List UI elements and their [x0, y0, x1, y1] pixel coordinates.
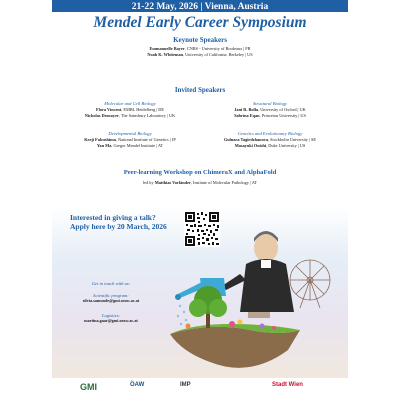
contact-scientific	[56, 293, 166, 303]
speaker-block	[60, 137, 200, 149]
speaker-name: Emmanuelle Bayer	[149, 46, 185, 51]
contact-label: Logistics:	[101, 313, 121, 318]
contact-label: Scientific program:	[93, 293, 129, 298]
floating-island-icon	[170, 324, 300, 368]
category-label: Genetics and Evolutionary Biology	[237, 131, 303, 136]
speaker-affil: , CNRS - University of Bordeaux | FR	[184, 46, 251, 51]
contact-email[interactable]: silvia.samunde@gmi.oeaw.ac.at	[82, 298, 140, 303]
led-prefix: led by	[142, 180, 155, 185]
leader-name: Matthias Vorländer	[154, 180, 191, 185]
contact-email[interactable]: martina.gaar@gmi.oeaw.ac.at	[84, 318, 138, 323]
speaker-name: Masayuki Onishi	[234, 143, 267, 148]
contact-label: Get in touch with us:	[91, 281, 131, 286]
sponsor-logos	[52, 378, 348, 400]
speaker-affil: , The Sainsbury Laboratory | UK	[118, 113, 176, 118]
keynote-speaker	[52, 46, 348, 51]
poster	[52, 0, 348, 400]
speaker-affil: , Duke University | US	[266, 143, 306, 148]
logo-stadt-wien[interactable]: Stadt Wien	[272, 382, 303, 388]
contact-logistics	[56, 313, 166, 323]
page-title: Mendel Early Career Symposium	[93, 14, 307, 31]
speaker-affil: , Princeton University | US	[259, 113, 306, 118]
talk-question: Interested in giving a talk?	[70, 213, 156, 222]
water-drops-icon	[177, 305, 187, 325]
category-label: Structural Biology	[252, 101, 288, 106]
invited-heading: Invited Speakers	[174, 86, 226, 94]
category-label: Molecular and Cell Biology	[104, 101, 156, 106]
keynote-speaker	[52, 52, 348, 57]
logo-imp[interactable]: IMP	[180, 382, 191, 388]
speaker-block	[200, 137, 340, 149]
talk-call[interactable]	[70, 213, 180, 231]
speaker-affil: , Stockholm University | SE	[268, 137, 317, 142]
workshop-leader	[52, 180, 348, 185]
speaker-block	[60, 107, 200, 119]
speaker-affil: , National Institute of Genetics | JP	[115, 137, 176, 142]
speaker-affil: , EMBL Heidelberg | DE	[121, 107, 164, 112]
keynote-heading: Keynote Speakers	[173, 36, 227, 44]
speaker-block	[200, 107, 340, 119]
speaker-affil: , University of Oxford | UK	[258, 107, 306, 112]
speaker-name: Jani R. Bolla	[234, 107, 259, 112]
date-location: 21-22 May, 2026 | Vienna, Austria	[131, 2, 269, 12]
speaker-name: Flora Vincent	[96, 107, 122, 112]
speaker-affil: , Gregor Mendel Institute | AT	[111, 143, 164, 148]
logo-oeaw[interactable]: ÖAW	[130, 382, 145, 388]
speaker-name: Sabrina Eqan	[234, 113, 260, 118]
category-label: Developmental Biology	[108, 131, 152, 136]
speaker-name: Gulnara Tagirdzhanova	[223, 137, 269, 142]
speaker-name: Noah K. Whiteman	[147, 52, 183, 57]
contact-intro	[56, 281, 166, 286]
leader-affil: , Institute of Molecular Pathology | AT	[190, 180, 257, 185]
mendel-illustration	[170, 212, 348, 380]
logo-gmi[interactable]: GMI	[80, 382, 97, 392]
talk-deadline: Apply here by 20 March, 2026	[70, 222, 167, 231]
speaker-name: Keeji Fukushima	[84, 137, 116, 142]
speaker-affil: , University of California, Berkeley | US	[183, 52, 253, 57]
mendel-figure-icon	[222, 231, 294, 312]
ferris-wheel-icon	[290, 260, 330, 308]
workshop-heading: Peer-learning Workshop on ChimeraX and AlphaFold	[123, 169, 277, 176]
speaker-name: Yan Ma	[96, 143, 112, 148]
speaker-name: Nicholas Desnoyer	[84, 113, 119, 118]
